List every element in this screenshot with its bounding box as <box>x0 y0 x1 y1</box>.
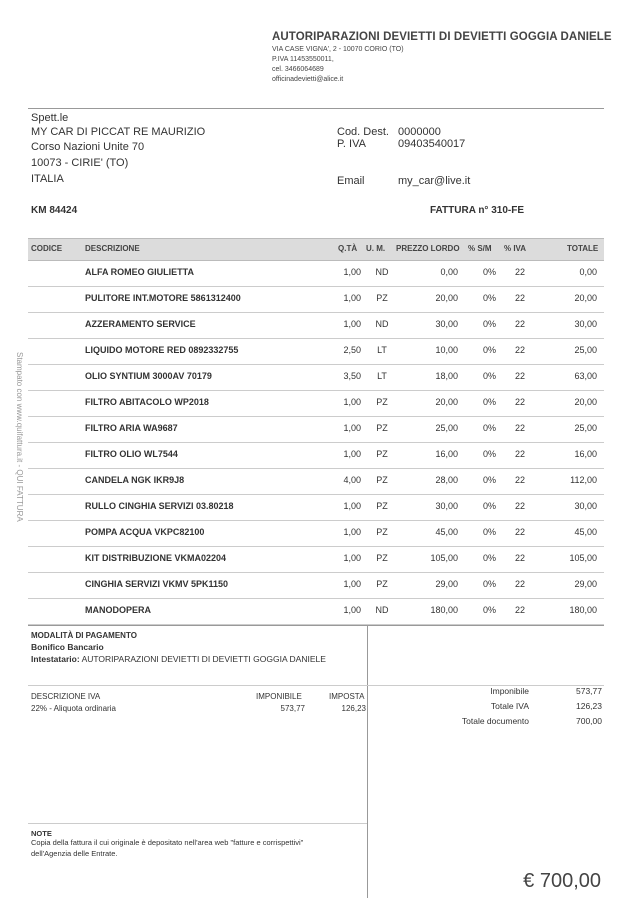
row-discount: 0% <box>482 423 496 433</box>
totals-iva: 126,23 <box>576 701 602 711</box>
row-price: 45,00 <box>435 527 458 537</box>
row-price: 30,00 <box>435 501 458 511</box>
row-quantity: 1,00 <box>343 319 361 329</box>
email-label: Email <box>337 175 365 187</box>
row-price: 16,00 <box>435 449 458 459</box>
header-divider <box>28 108 604 109</box>
row-unit: ND <box>375 605 389 615</box>
company-name: AUTORIPARAZIONI DEVIETTI DI DEVIETTI GOGGIA DANIELE <box>272 31 612 43</box>
row-quantity: 1,00 <box>343 423 361 433</box>
row-quantity: 1,00 <box>343 605 361 615</box>
row-price: 29,00 <box>435 579 458 589</box>
header-sconto: % S/M <box>468 244 492 253</box>
customer-name: MY CAR DI PICCAT RE MAURIZIO <box>31 126 206 138</box>
company-email: officinadevietti@alice.it <box>272 76 344 83</box>
row-discount: 0% <box>482 449 496 459</box>
row-unit: PZ <box>376 553 388 563</box>
piva-label: P. IVA <box>337 138 366 150</box>
vat-tax: 126,23 <box>341 704 366 713</box>
company-phone: cel. 3466064689 <box>272 66 324 73</box>
row-unit: PZ <box>376 423 388 433</box>
row-vat: 22 <box>514 449 525 459</box>
table-row <box>28 364 604 391</box>
row-discount: 0% <box>482 293 496 303</box>
row-discount: 0% <box>482 475 496 485</box>
table-row <box>28 572 604 599</box>
row-discount: 0% <box>482 501 496 511</box>
row-total: 30,00 <box>574 319 597 329</box>
row-vat: 22 <box>514 423 525 433</box>
header-descrizione: DESCRIZIONE <box>85 244 140 253</box>
payment-divider <box>28 625 604 626</box>
side-watermark: Stampato con www.quifattura.it - QUI FATTURA <box>15 352 24 522</box>
customer-country: ITALIA <box>31 173 64 185</box>
row-vat: 22 <box>514 345 525 355</box>
row-quantity: 1,00 <box>343 449 361 459</box>
row-description: FILTRO OLIO WL7544 <box>85 449 178 459</box>
row-unit: LT <box>377 345 387 355</box>
row-quantity: 3,50 <box>343 371 361 381</box>
cod-dest-label: Cod. Dest. <box>337 126 389 138</box>
company-piva: P.IVA 11453550011, <box>272 56 334 63</box>
row-total: 63,00 <box>574 371 597 381</box>
row-discount: 0% <box>482 553 496 563</box>
header-iva: % IVA <box>504 244 527 253</box>
row-description: CINGHIA SERVIZI VKMV 5PK1150 <box>85 579 229 589</box>
row-vat: 22 <box>514 553 525 563</box>
payment-holder: AUTORIPARAZIONI DEVIETTI DI DEVIETTI GOGGIA DANIELE <box>81 654 326 664</box>
cod-dest-value: 0000000 <box>398 126 441 138</box>
vat-tax-header: IMPOSTA <box>329 692 365 701</box>
table-row <box>28 338 604 365</box>
table-row <box>28 494 604 521</box>
row-total: 25,00 <box>574 423 597 433</box>
row-total: 180,00 <box>569 605 597 615</box>
row-quantity: 1,00 <box>343 527 361 537</box>
company-address: VIA CASE VIGNA', 2 - 10070 CORIO (TO) <box>272 46 404 53</box>
payment-method: Bonifico Bancario <box>31 642 104 652</box>
row-description: CANDELA NGK IKR9J8 <box>85 475 185 485</box>
table-row <box>28 286 604 313</box>
vat-desc-header: DESCRIZIONE IVA <box>31 692 101 701</box>
row-vat: 22 <box>514 267 525 277</box>
header-totale: TOTALE <box>567 244 599 253</box>
note-line-2: dell'Agenzia delle Entrate. <box>31 849 118 858</box>
table-row <box>28 260 604 287</box>
payment-title: MODALITÀ DI PAGAMENTO <box>31 631 137 640</box>
table-row <box>28 598 604 625</box>
row-description: ALFA ROMEO GIULIETTA <box>85 267 194 277</box>
table-row <box>28 546 604 573</box>
row-unit: PZ <box>376 527 388 537</box>
header-prezzo: PREZZO LORDO <box>396 244 460 253</box>
totals-iva-label: Totale IVA <box>490 701 529 711</box>
row-vat: 22 <box>514 527 525 537</box>
row-price: 20,00 <box>435 397 458 407</box>
table-row <box>28 416 604 443</box>
row-price: 25,00 <box>435 423 458 433</box>
row-total: 20,00 <box>574 397 597 407</box>
note-divider <box>28 823 367 824</box>
customer-city: 10073 - CIRIE' (TO) <box>31 157 129 169</box>
row-description: POMPA ACQUA VKPC82100 <box>85 527 205 537</box>
header-codice: CODICE <box>31 244 63 253</box>
customer-street: Corso Nazioni Unite 70 <box>31 141 145 153</box>
row-vat: 22 <box>514 501 525 511</box>
row-price: 30,00 <box>435 319 458 329</box>
vat-taxable-header: IMPONIBILE <box>256 692 302 701</box>
row-total: 25,00 <box>574 345 597 355</box>
row-quantity: 1,00 <box>343 293 361 303</box>
row-price: 10,00 <box>435 345 458 355</box>
row-discount: 0% <box>482 527 496 537</box>
row-discount: 0% <box>482 345 496 355</box>
row-description: FILTRO ABITACOLO WP2018 <box>85 397 209 407</box>
row-discount: 0% <box>482 397 496 407</box>
row-quantity: 1,00 <box>343 267 361 277</box>
row-unit: PZ <box>376 501 388 511</box>
row-price: 20,00 <box>435 293 458 303</box>
row-total: 29,00 <box>574 579 597 589</box>
row-unit: LT <box>377 371 387 381</box>
row-description: FILTRO ARIA WA9687 <box>85 423 178 433</box>
row-total: 112,00 <box>570 475 597 485</box>
row-discount: 0% <box>482 267 496 277</box>
row-total: 16,00 <box>574 449 597 459</box>
vat-taxable: 573,77 <box>280 704 305 713</box>
row-price: 28,00 <box>435 475 458 485</box>
totals-imponibile: 573,77 <box>576 686 602 696</box>
row-description: PULITORE INT.MOTORE 5861312400 <box>85 293 241 303</box>
row-vat: 22 <box>514 579 525 589</box>
row-unit: PZ <box>376 397 388 407</box>
row-quantity: 4,00 <box>343 475 361 485</box>
row-description: LIQUIDO MOTORE RED 0892332755 <box>85 345 239 355</box>
row-quantity: 2,50 <box>343 345 361 355</box>
table-row <box>28 312 604 339</box>
row-vat: 22 <box>514 475 525 485</box>
row-unit: PZ <box>376 293 388 303</box>
vat-desc: 22% - Aliquota ordinaria <box>31 704 116 713</box>
grand-total: € 700,00 <box>523 870 601 892</box>
row-unit: ND <box>375 267 389 277</box>
row-unit: ND <box>375 319 389 329</box>
email-value: my_car@live.it <box>398 175 471 187</box>
row-description: OLIO SYNTIUM 3000AV 70179 <box>85 371 212 381</box>
row-discount: 0% <box>482 579 496 589</box>
row-discount: 0% <box>482 319 496 329</box>
table-row <box>28 520 604 547</box>
totals-doc-label: Totale documento <box>461 716 529 726</box>
row-price: 105,00 <box>430 553 458 563</box>
row-description: RULLO CINGHIA SERVIZI 03.80218 <box>85 501 234 511</box>
row-vat: 22 <box>514 605 525 615</box>
row-discount: 0% <box>482 605 496 615</box>
row-price: 18,00 <box>435 371 458 381</box>
piva-value: 09403540017 <box>398 138 466 150</box>
table-row <box>28 442 604 469</box>
row-vat: 22 <box>514 397 525 407</box>
customer-salutation: Spett.le <box>31 112 69 124</box>
header-um: U. M. <box>366 244 386 253</box>
table-header <box>28 238 604 261</box>
header-qta: Q.TÀ <box>338 244 358 253</box>
km-reading: KM 84424 <box>31 205 78 216</box>
row-quantity: 1,00 <box>343 553 361 563</box>
row-quantity: 1,00 <box>343 501 361 511</box>
row-total: 30,00 <box>574 501 597 511</box>
row-description: KIT DISTRIBUZIONE VKMA02204 <box>85 553 227 563</box>
footer-vertical-divider <box>367 626 368 898</box>
row-discount: 0% <box>482 371 496 381</box>
row-vat: 22 <box>514 319 525 329</box>
row-vat: 22 <box>514 293 525 303</box>
row-unit: PZ <box>376 579 388 589</box>
note-title: NOTE <box>31 829 52 838</box>
row-total: 0,00 <box>579 267 597 277</box>
row-unit: PZ <box>376 449 388 459</box>
totals-doc: 700,00 <box>576 716 602 726</box>
row-total: 45,00 <box>574 527 597 537</box>
row-price: 0,00 <box>440 267 458 277</box>
row-vat: 22 <box>514 371 525 381</box>
payment-holder-label: Intestatario: <box>31 654 80 664</box>
row-quantity: 1,00 <box>343 397 361 407</box>
totals-imponibile-label: Imponibile <box>490 686 529 696</box>
row-quantity: 1,00 <box>343 579 361 589</box>
row-total: 105,00 <box>569 553 597 563</box>
note-line-1: Copia della fattura il cui originale è depositato nell'area web "fatture e corrispettivi" <box>31 838 304 847</box>
invoice-number: FATTURA n° 310-FE <box>430 205 525 216</box>
table-row <box>28 468 604 495</box>
row-description: AZZERAMENTO SERVICE <box>85 319 196 329</box>
row-description: MANODOPERA <box>85 605 152 615</box>
row-price: 180,00 <box>430 605 458 615</box>
table-row <box>28 390 604 417</box>
row-unit: PZ <box>376 475 388 485</box>
row-total: 20,00 <box>574 293 597 303</box>
